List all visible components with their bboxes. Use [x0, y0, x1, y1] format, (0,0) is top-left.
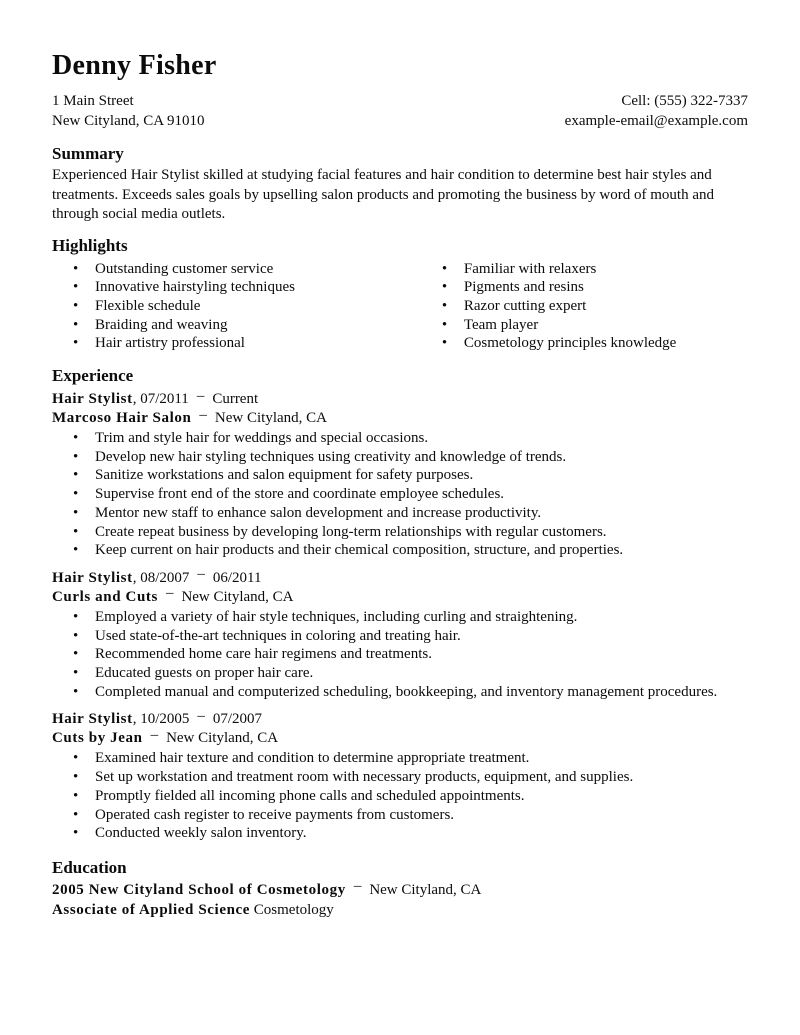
degree-name: Associate of Applied Science	[52, 901, 251, 918]
job-duty-item: • Conducted weekly salon inventory.	[52, 824, 748, 843]
highlight-item: • Cosmetology principles knowledge	[421, 334, 748, 353]
job-duty-item: • Trim and style hair for weddings and special occasions.	[52, 429, 748, 448]
highlight-item: • Hair artistry professional	[52, 334, 421, 353]
employer-name: Marcoso Hair Salon	[52, 410, 192, 427]
highlight-item: • Pigments and resins	[421, 278, 748, 297]
summary-heading: Summary	[52, 144, 124, 163]
dash-separator: –	[197, 707, 205, 724]
job-duty-item: • Supervise front end of the store and coordinate employee schedules.	[52, 485, 748, 504]
job-title-line	[52, 387, 748, 409]
education-heading: Education	[52, 857, 127, 877]
highlight-item: • Outstanding customer service	[52, 260, 421, 279]
phone-number: Cell: (555) 322-7337	[621, 93, 748, 109]
job-end-date: 07/2007	[212, 711, 263, 728]
dash-separator: –	[150, 726, 159, 743]
employer-name: Cuts by Jean	[52, 730, 143, 747]
dash-separator: –	[199, 406, 207, 423]
job-duty-item: • Set up workstation and treatment room with necessary products, equipment, and supplies.	[52, 768, 748, 787]
resume-header	[52, 50, 748, 131]
candidate-name: Denny Fisher	[52, 50, 217, 81]
job-duty-item: • Mentor new staff to enhance salon development and increase productivity.	[52, 504, 748, 523]
job-employer-line	[52, 585, 748, 607]
job-entry	[52, 707, 748, 843]
job-entry	[52, 387, 748, 560]
job-employer-line	[52, 406, 748, 428]
job-duty-item: • Operated cash register to receive payments from customers.	[52, 806, 748, 825]
job-duty-item: • Keep current on hair products and their chemical composition, structure, and properties.	[52, 541, 748, 560]
job-duties-list	[52, 749, 748, 843]
job-duty-item: • Promptly fielded all incoming phone calls and scheduled appointments.	[52, 787, 748, 806]
summary-text: Experienced Hair Stylist skilled at studying facial features and hair condition to determine best hair styles and treatments. Exceeds sales goals by upselling salon products and promoting the business by word of mouth and through social media outlets.	[52, 167, 714, 222]
education-school-line	[52, 880, 748, 900]
job-location: New Cityland, CA	[166, 730, 279, 747]
school-location: New Cityland, CA	[369, 881, 482, 898]
job-duty-item: • Recommended home care hair regimens and treatments.	[52, 645, 748, 664]
job-title: Hair Stylist	[52, 711, 133, 728]
employer-name: Curls and Cuts	[52, 588, 158, 605]
school-name: 2005 New Cityland School of Cosmetology	[52, 881, 346, 898]
job-duty-item: • Examined hair texture and condition to determine appropriate treatment.	[52, 749, 748, 768]
education-degree-line	[52, 900, 748, 920]
dash-separator: –	[196, 387, 205, 404]
highlight-item: • Familiar with relaxers	[421, 260, 748, 279]
highlight-item: • Innovative hairstyling techniques	[52, 278, 421, 297]
job-title-line	[52, 566, 748, 588]
email-address: example-email@example.com	[564, 113, 748, 129]
experience-section	[52, 366, 748, 843]
contact-address-block	[52, 91, 205, 131]
highlight-item: • Team player	[421, 316, 748, 335]
job-duty-item: • Sanitize workstations and salon equipment for safety purposes.	[52, 466, 748, 485]
highlights-left-column	[52, 260, 421, 354]
address-street: 1 Main Street	[52, 93, 134, 109]
dash-separator: –	[353, 878, 362, 895]
job-duty-item: • Educated guests on proper hair care.	[52, 664, 748, 683]
experience-heading: Experience	[52, 366, 134, 386]
highlight-item: • Razor cutting expert	[421, 297, 748, 316]
contact-phone-email-block	[565, 91, 748, 131]
job-duties-list	[52, 429, 748, 560]
comma: ,	[132, 569, 137, 586]
education-section	[52, 858, 748, 920]
job-end-date: 06/2011	[212, 569, 262, 586]
highlights-right-column	[421, 260, 748, 354]
comma: ,	[132, 391, 137, 408]
job-title: Hair Stylist	[52, 391, 133, 408]
job-duties-list	[52, 608, 748, 702]
job-title: Hair Stylist	[52, 569, 133, 586]
highlight-item: • Flexible schedule	[52, 297, 421, 316]
job-duty-item: • Completed manual and computerized scheduling, bookkeeping, and inventory management procedures.	[52, 683, 748, 702]
highlights-columns	[52, 259, 748, 354]
job-start-date: 07/2011	[140, 391, 189, 408]
contact-info	[52, 91, 748, 131]
highlight-item: • Braiding and weaving	[52, 316, 421, 335]
address-city-state-zip: New Cityland, CA 91010	[52, 113, 205, 129]
job-duty-item: • Used state-of-the-art techniques in coloring and treating hair.	[52, 627, 748, 646]
summary-section	[52, 144, 748, 225]
dash-separator: –	[165, 585, 174, 602]
comma: ,	[132, 711, 137, 728]
job-duty-item: • Employed a variety of hair style techniques, including curling and straightening.	[52, 608, 748, 627]
job-entry	[52, 566, 748, 702]
job-employer-line	[52, 726, 748, 748]
dash-separator: –	[197, 566, 205, 583]
job-location: New Cityland, CA	[181, 588, 294, 605]
degree-field: Cosmetology	[253, 901, 334, 918]
job-duty-item: • Create repeat business by developing long-term relationships with regular customers.	[52, 523, 748, 542]
highlights-heading: Highlights	[52, 235, 128, 255]
highlights-section	[52, 236, 748, 354]
job-duty-item: • Develop new hair styling techniques using creativity and knowledge of trends.	[52, 448, 748, 467]
job-location: New Cityland, CA	[214, 410, 327, 427]
job-end-date: Current	[212, 391, 259, 408]
job-start-date: 08/2007	[140, 569, 190, 586]
job-start-date: 10/2005	[140, 711, 190, 728]
